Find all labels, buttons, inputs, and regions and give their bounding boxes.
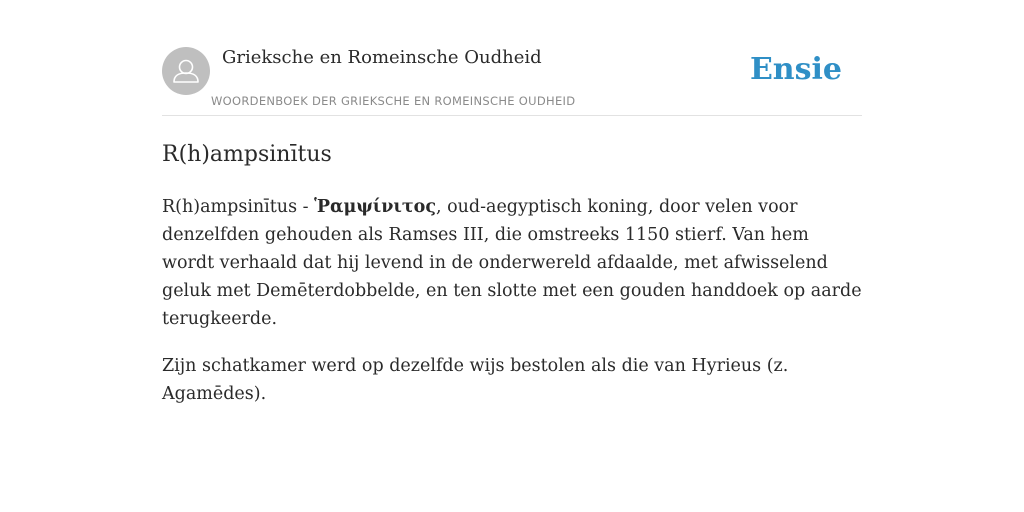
greek-term: Ῥαμψίνιτος [314, 197, 436, 217]
book-header [162, 46, 862, 116]
term-separator: - [297, 197, 315, 217]
entry-title: R(h)ampsinītus [162, 142, 332, 167]
page-container [162, 46, 862, 408]
demeter-name: Demēterdobbelde [256, 281, 415, 301]
book-subtitle: WOORDENBOEK DER GRIEKSCHE EN ROMEINSCHE OUDHEID [211, 94, 576, 108]
entry-term: R(h)ampsinītus [162, 197, 298, 217]
entry-paragraph-1 [162, 193, 862, 333]
definition-text-2: , en ten slotte met een gouden handdoek op aarde terugkeerde. [162, 281, 862, 329]
user-icon [162, 47, 210, 95]
avatar[interactable] [162, 47, 210, 95]
ensie-logo[interactable]: Ensie [749, 52, 842, 87]
book-title[interactable]: Grieksche en Romeinsche Oudheid [222, 47, 542, 68]
entry-paragraph-2: Zijn schatkamer werd op dezelfde wijs bestolen als die van Hyrieus (z. Agamēdes). [162, 356, 789, 404]
definition-text-1: , oud-aegyptisch koning, door velen voor denzelfden gehouden als Ramses III, die omstreeks 1150 stierf. Van hem wordt verhaald dat hij levend in de onderwereld afdaalde, met afwisselend geluk met [162, 197, 828, 301]
